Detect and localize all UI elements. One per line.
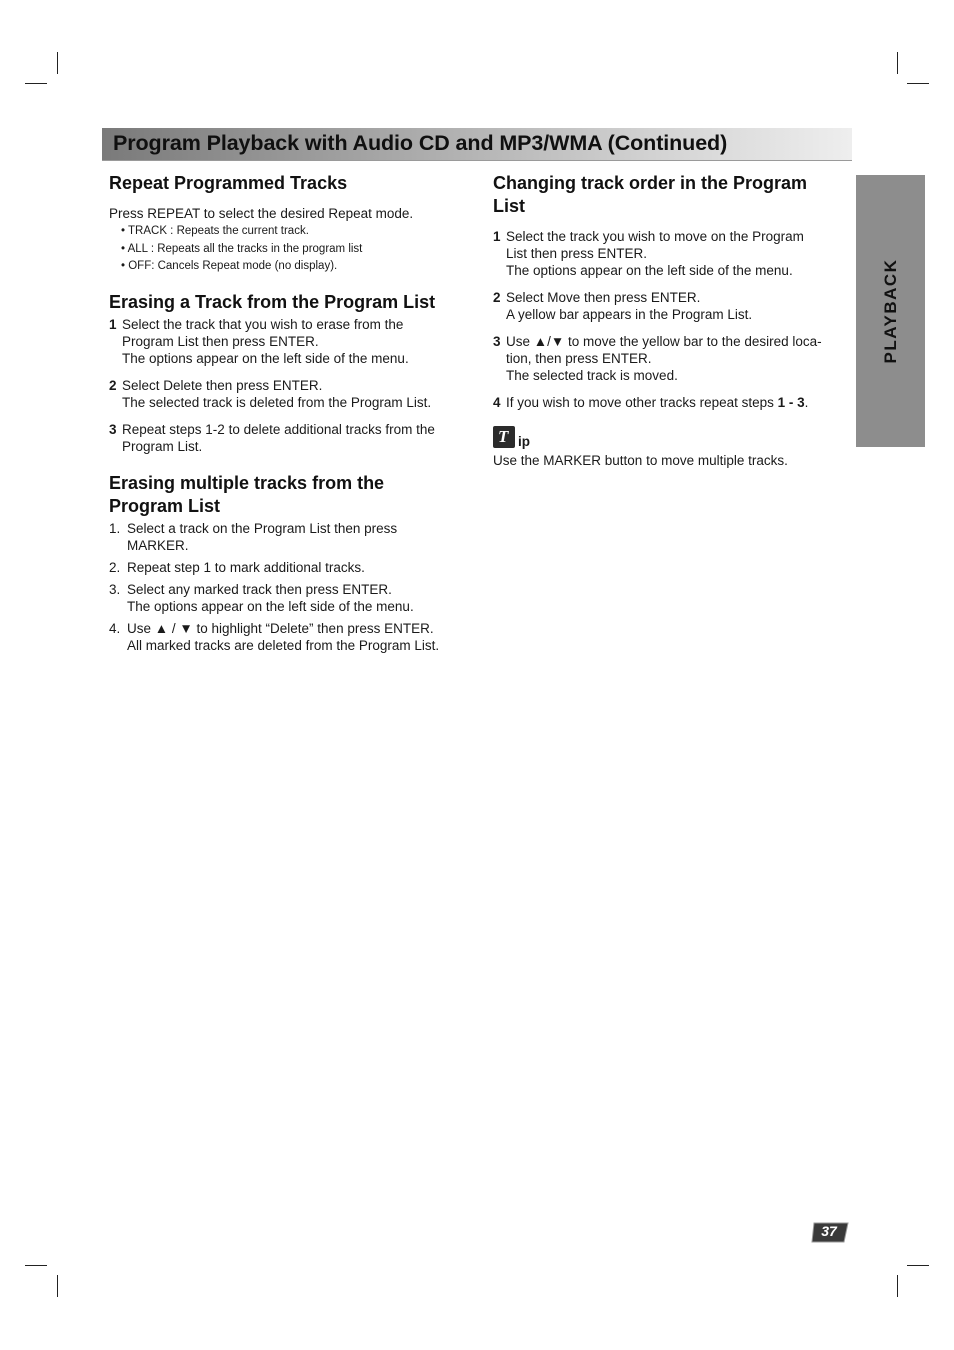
list-item (493, 333, 843, 384)
crop-mark (57, 52, 58, 74)
step-number: 3 (109, 421, 117, 437)
step-text: The selected track is moved. (506, 368, 678, 383)
step-text: Select Move then press ENTER. (506, 290, 701, 305)
erase-track-steps (109, 316, 469, 455)
list-item: • TRACK : Repeats the current track. (121, 225, 309, 237)
step-number: 4 (493, 395, 501, 410)
step-number: 1 (109, 316, 117, 332)
page-number: 37 (821, 1223, 837, 1239)
crop-mark (25, 1265, 47, 1266)
step-text: The options appear on the left side of the menu. (122, 350, 409, 366)
step-number: 2 (493, 290, 501, 305)
step-number: 2. (109, 559, 121, 575)
tip-icon-letter: T (498, 427, 509, 446)
step-text: tion, then press ENTER. (506, 351, 652, 366)
step-number: 3. (109, 581, 121, 597)
section-tab (856, 175, 925, 447)
change-order-steps (493, 228, 843, 411)
step-text: Select the track that you wish to erase from the (122, 316, 404, 332)
erase-track-heading: Erasing a Track from the Program List (109, 291, 436, 312)
crop-mark (907, 1265, 929, 1266)
step-text: Select the track you wish to move on the Program (506, 229, 804, 244)
step-number: 3 (493, 334, 501, 349)
list-item (109, 581, 469, 615)
step-text: Repeat step 1 to mark additional tracks. (127, 559, 365, 575)
page-title-bar (102, 128, 852, 161)
step-number: 2 (109, 377, 117, 393)
step-text: List then press ENTER. (506, 246, 648, 261)
change-order-heading (493, 172, 843, 218)
list-item: • ALL : Repeats all the tracks in the program list (121, 242, 363, 255)
repeat-heading: Repeat Programmed Tracks (109, 173, 348, 193)
repeat-intro: Press REPEAT to select the desired Repeat mode. (109, 206, 414, 221)
step-text-tail: . (804, 395, 809, 410)
page-title: Program Playback with Audio CD and MP3/WMA (Continued) (113, 131, 728, 155)
right-column (493, 172, 843, 469)
step-text: The options appear on the left side of the menu. (506, 263, 793, 278)
step-number: 4. (109, 620, 121, 636)
step-text: Select any marked track then press ENTER. (127, 581, 392, 597)
crop-mark (897, 52, 898, 74)
tip-text: Use the MARKER button to move multiple tracks. (493, 453, 788, 468)
list-item: • OFF: Cancels Repeat mode (no display). (121, 260, 338, 272)
crop-mark (25, 83, 47, 84)
step-text: Program List then press ENTER. (122, 333, 319, 349)
list-item (109, 377, 469, 411)
tip-icon (493, 426, 515, 448)
heading-line: List (493, 196, 526, 216)
heading-line: Changing track order in the Program (493, 173, 808, 193)
list-item (493, 289, 843, 323)
step-text: Use ▲/▼ to move the yellow bar to the desired loca- (506, 334, 822, 349)
crop-mark (907, 83, 929, 84)
list-item (109, 316, 469, 367)
heading-line: Program List (109, 495, 221, 516)
list-item (109, 620, 469, 654)
list-item (493, 394, 843, 411)
list-item (109, 520, 469, 554)
step-text-main: If you wish to move other tracks repeat steps (506, 395, 778, 410)
repeat-bullets (121, 223, 469, 276)
step-number: 1 (493, 229, 501, 244)
erase-multiple-steps (109, 520, 469, 654)
step-number: 1. (109, 520, 121, 536)
page-number-badge (810, 1221, 850, 1244)
step-text: Select Delete then press ENTER. (122, 377, 323, 393)
step-text-bold: 1 - 3 (777, 395, 805, 410)
erase-multiple-heading (109, 472, 469, 518)
crop-mark (57, 1275, 58, 1297)
step-text: Program List. (122, 438, 203, 454)
heading-line: Erasing multiple tracks from the (109, 472, 385, 493)
list-item (109, 421, 469, 455)
step-text (506, 394, 843, 411)
step-text: The options appear on the left side of the menu. (127, 598, 414, 614)
step-text: Select a track on the Program List then press (127, 520, 398, 536)
step-text: Repeat steps 1-2 to delete additional tracks from the (122, 421, 435, 437)
crop-mark (897, 1275, 898, 1297)
list-item (109, 559, 469, 576)
step-text: All marked tracks are deleted from the Program List. (127, 637, 440, 653)
step-text: The selected track is deleted from the Program List. (122, 394, 432, 410)
step-text: MARKER. (127, 537, 189, 553)
section-tab-label: PLAYBACK (880, 258, 900, 364)
step-text: A yellow bar appears in the Program List. (506, 307, 753, 322)
tip-header (493, 426, 843, 450)
tip-label: ip (518, 434, 530, 449)
step-text: Use ▲ / ▼ to highlight “Delete” then press ENTER. (127, 620, 434, 636)
left-column (109, 172, 469, 654)
list-item (493, 228, 843, 279)
